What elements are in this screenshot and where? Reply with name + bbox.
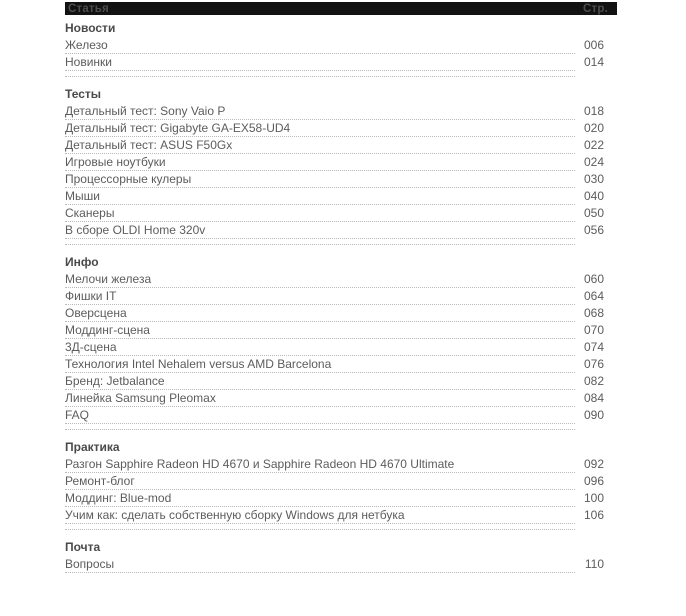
toc-row [65,103,617,120]
article-title: Мыши [65,188,575,205]
spacer-leader-line [65,71,575,77]
toc-row [65,339,617,356]
toc-row [65,473,617,490]
page-number: 056 [583,223,604,237]
toc-row [65,305,617,322]
section-title: Инфо [65,255,99,269]
page-number: 074 [583,340,604,354]
toc-row [65,271,617,288]
spacer-page-gap [575,524,617,530]
article-title: Моддинг-сцена [65,322,575,339]
toc-section [65,539,617,573]
toc-row [65,205,617,222]
article-title: Моддинг: Blue-mod [65,490,575,507]
page-number: 092 [583,457,604,471]
page-number: 024 [583,155,604,169]
page-number: 096 [583,474,604,488]
page-number: 030 [583,172,604,186]
toc-row [65,556,617,573]
spacer-leader-line [65,424,575,430]
section-title: Тесты [65,87,102,101]
article-title: Железо [65,37,575,54]
toc-row [65,137,617,154]
page-number: 018 [583,104,604,118]
section-spacer [65,524,617,530]
article-title: Технология Intel Nehalem versus AMD Barcelona [65,356,575,373]
page-number: 020 [583,121,604,135]
article-title: Детальный тест: Gigabyte GA-EX58-UD4 [65,120,575,137]
article-title: Детальный тест: Sony Vaio P [65,103,575,120]
spacer-leader-line [65,239,575,245]
section-spacer [65,71,617,77]
spacer-page-gap [575,71,617,77]
page-number: 022 [583,138,604,152]
article-title: Процессорные кулеры [65,171,575,188]
toc-row [65,54,617,71]
page-number: 040 [583,189,604,203]
page-number: 076 [583,357,604,371]
toc-row [65,507,617,524]
toc-row [65,37,617,54]
page-number: 064 [583,289,604,303]
article-title: Фишки IT [65,288,575,305]
section-title: Почта [65,540,101,554]
toc-sections [65,20,617,573]
toc-row [65,456,617,473]
article-title: Мелочи железа [65,271,575,288]
toc-row [65,188,617,205]
article-title: Детальный тест: ASUS F50Gx [65,137,575,154]
page-number: 060 [583,272,604,286]
toc-row [65,356,617,373]
toc-section [65,439,617,524]
article-title: FAQ [65,407,575,424]
section-title: Практика [65,440,120,454]
section-spacer [65,424,617,430]
spacer-page-gap [575,239,617,245]
article-title: Сканеры [65,205,575,222]
page-number: 082 [583,374,604,388]
section-title: Новости [65,21,116,35]
spacer-leader-line [65,524,575,530]
article-title: Бренд: Jetbalance [65,373,575,390]
toc-row [65,390,617,407]
article-title: 3Д-сцена [65,339,575,356]
page-number: 100 [583,491,604,505]
toc-row [65,407,617,424]
page-number: 106 [583,508,604,522]
toc-row [65,120,617,137]
toc-row [65,171,617,188]
toc-row [65,154,617,171]
article-title: Линейка Samsung Pleomax [65,390,575,407]
page-number: 014 [583,55,604,69]
page-number: 050 [583,206,604,220]
table-of-contents [65,2,617,573]
toc-section [65,254,617,424]
section-spacer [65,239,617,245]
page-number: 070 [583,323,604,337]
article-title: Ремонт-блог [65,473,575,490]
article-title: Учим как: сделать собственную сборку Windows для нетбука [65,507,575,524]
toc-row [65,490,617,507]
page-number: 084 [583,391,604,405]
page-number: 006 [583,38,604,52]
article-title: Разгон Sapphire Radeon HD 4670 и Sapphire Radeon HD 4670 Ultimate [65,456,575,473]
article-title: Оверсцена [65,305,575,322]
toc-row [65,222,617,239]
page-column-header: Стр. [583,2,608,15]
article-title: Новинки [65,54,575,71]
toc-section [65,86,617,239]
article-title: Вопросы [65,556,575,573]
toc-row [65,373,617,390]
toc-row [65,288,617,305]
toc-section [65,20,617,71]
toc-header-bar [65,2,617,15]
page-number: 110 [584,557,604,571]
article-title: В сборе OLDI Home 320v [65,222,575,239]
page-number: 068 [583,306,604,320]
article-column-header: Статья [68,2,109,15]
spacer-page-gap [575,424,617,430]
page-number: 090 [583,408,604,422]
toc-row [65,322,617,339]
article-title: Игровые ноутбуки [65,154,575,171]
